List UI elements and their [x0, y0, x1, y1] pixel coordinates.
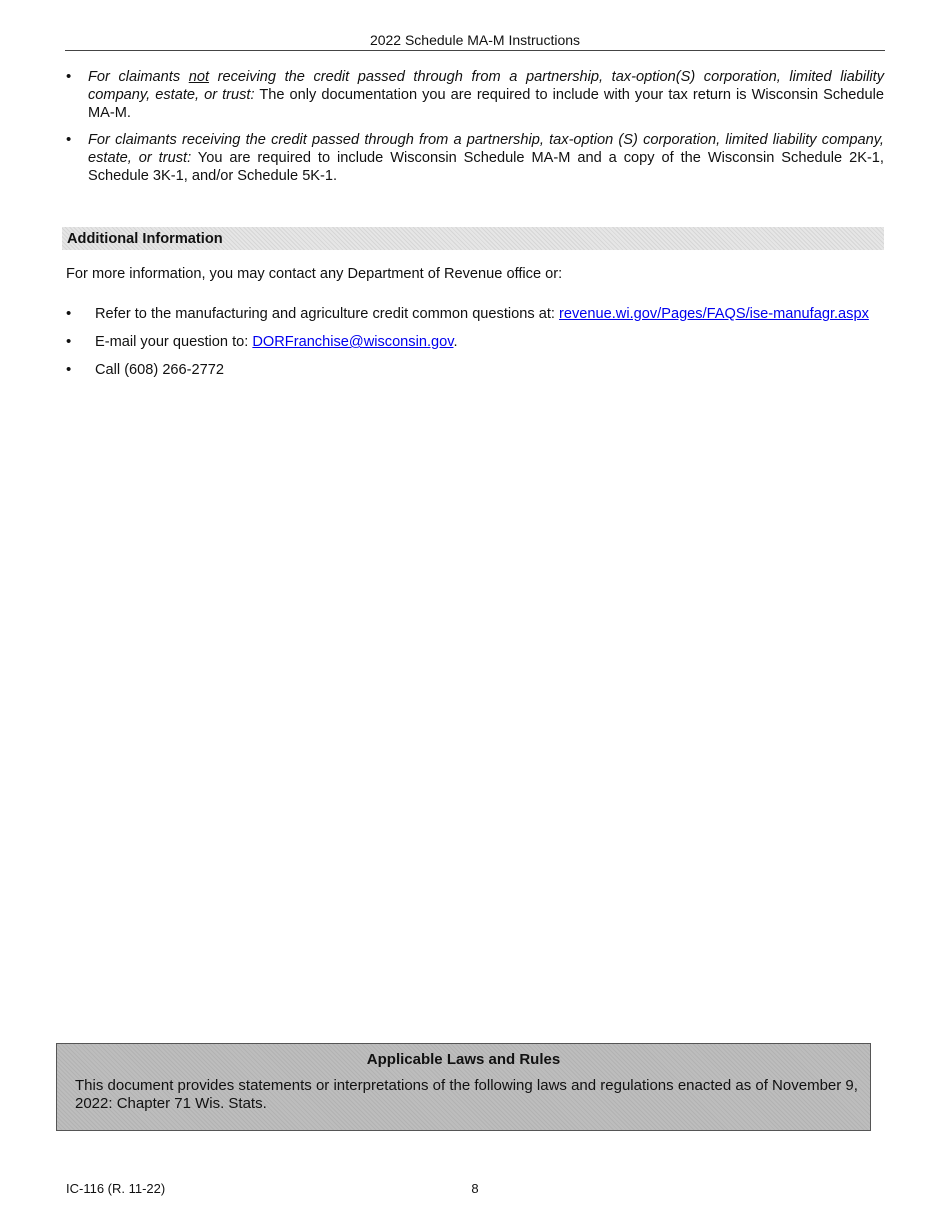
laws-title: Applicable Laws and Rules	[366, 1051, 561, 1068]
documentation-item-not-passthrough	[66, 68, 884, 122]
section-title: Additional Information	[67, 231, 223, 247]
phone-text: Call (608) 266-2772	[95, 362, 224, 378]
contact-item-email	[66, 333, 884, 351]
additional-info-section-bar	[62, 227, 884, 250]
page-header-title: 2022 Schedule MA-M Instructions	[369, 32, 581, 48]
item-intro-after: receiving the credit passed through from a partnership, tax-option(S) corporation, limited liability company, estate, or trust:	[88, 69, 884, 103]
applicable-laws-box	[56, 1043, 871, 1131]
footer-page-number: 8	[471, 1181, 479, 1196]
faq-text: Refer to the manufacturing and agriculture credit common questions at:	[95, 306, 559, 322]
additional-info-intro: For more information, you may contact any Department of Revenue office or:	[66, 266, 563, 282]
email-text: E-mail your question to:	[95, 334, 253, 350]
documentation-list	[66, 68, 884, 194]
email-link[interactable]: DORFranchise@wisconsin.gov	[252, 334, 454, 350]
item-body: The only documentation you are required to include with your tax return is Wisconsin Schedule MA-M.	[88, 87, 884, 121]
contact-item-phone	[66, 361, 884, 379]
email-end: .	[453, 334, 458, 350]
item-intro: For claimants receiving the credit passed through from a partnership, tax-option (S) corporation, limited liability company, estate, or trust:	[88, 132, 884, 166]
faq-link[interactable]: revenue.wi.gov/Pages/FAQS/ise-manufagr.aspx	[559, 306, 869, 322]
contact-list	[66, 305, 884, 389]
laws-text: This document provides statements or interpretations of the following laws and regulations enacted as of November 9, 2022: Chapter 71 Wis. Stats.	[75, 1077, 858, 1112]
item-intro-before: For claimants	[88, 69, 189, 85]
contact-item-faq	[66, 305, 884, 323]
header-rule	[65, 50, 885, 51]
documentation-item-passthrough	[66, 131, 884, 185]
item-body: You are required to include Wisconsin Schedule MA-M and a copy of the Wisconsin Schedule 2K-1, Schedule 3K-1, and/or Schedule 5K-1.	[88, 150, 884, 184]
item-intro-underline: not	[188, 69, 210, 85]
footer-form-number: IC-116 (R. 11-22)	[66, 1181, 166, 1196]
